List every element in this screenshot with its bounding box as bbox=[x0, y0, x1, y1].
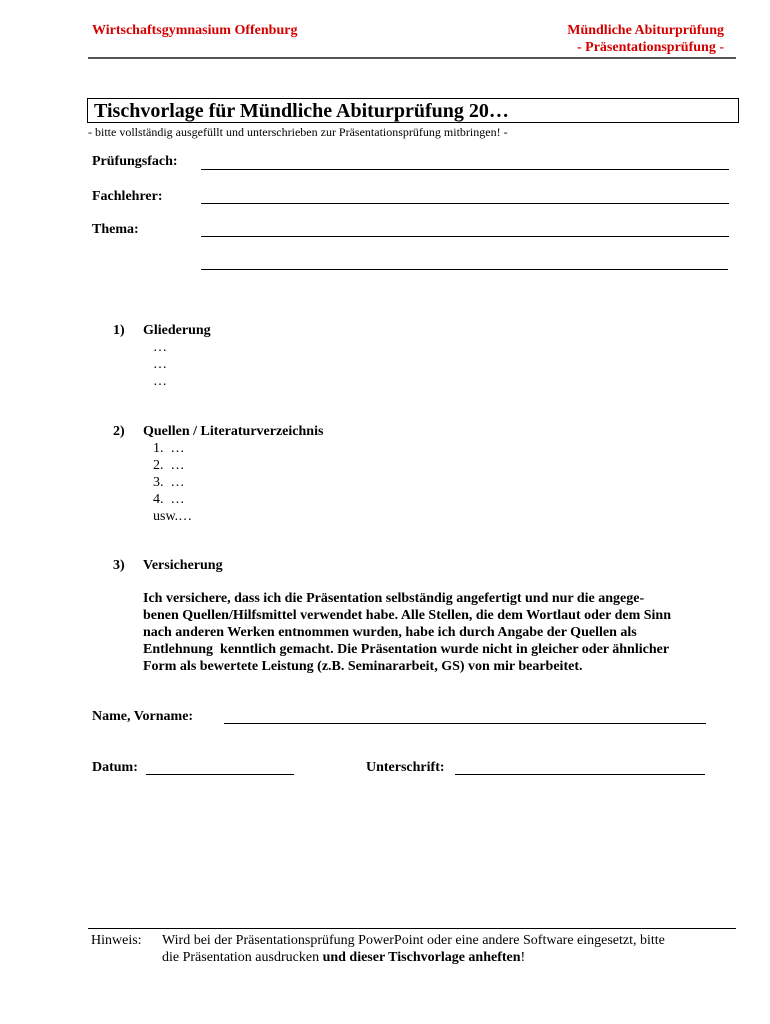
footer-divider bbox=[88, 928, 736, 929]
footer-line2-bold: und dieser Tischvorlage anheften bbox=[322, 950, 521, 965]
exam-title-line1: Mündliche Abiturprüfung bbox=[567, 23, 724, 38]
footer-line2 bbox=[162, 950, 525, 966]
declaration-text bbox=[143, 590, 743, 675]
title-box bbox=[87, 98, 739, 123]
topic-line-2[interactable] bbox=[201, 269, 728, 270]
outline-item: … bbox=[153, 374, 167, 389]
declaration-line: benen Quellen/Hilfsmittel verwendet habe. Alle Stellen, die dem Wortlaut oder dem Sinn bbox=[143, 608, 671, 623]
source-item: 1. … bbox=[153, 441, 185, 456]
teacher-label: Fachlehrer: bbox=[92, 189, 163, 204]
signature-line[interactable] bbox=[455, 774, 705, 775]
source-item: 3. … bbox=[153, 475, 185, 490]
footer-line2-end: ! bbox=[520, 950, 526, 965]
school-name: Wirtschaftsgymnasium Offenburg bbox=[92, 23, 298, 38]
header-divider bbox=[88, 57, 736, 59]
section2-heading: Quellen / Literaturverzeichnis bbox=[143, 424, 324, 439]
section2-number: 2) bbox=[113, 424, 125, 439]
date-label: Datum: bbox=[92, 760, 138, 775]
name-label: Name, Vorname: bbox=[92, 709, 194, 724]
section1-heading: Gliederung bbox=[143, 323, 211, 338]
name-line[interactable] bbox=[224, 723, 706, 724]
footer-line1: Wird bei der Präsentationsprüfung PowerPoint oder eine andere Software eingesetzt, bitte bbox=[162, 933, 665, 948]
declaration-line: Ich versichere, dass ich die Präsentation selbständig angefertigt und nur die angege- bbox=[143, 591, 645, 606]
topic-label: Thema: bbox=[92, 222, 139, 237]
source-item: 4. … bbox=[153, 492, 185, 507]
page-title: Tischvorlage für Mündliche Abiturprüfung 20… bbox=[94, 100, 509, 122]
section3-number: 3) bbox=[113, 558, 125, 573]
declaration-line: nach anderen Werken entnommen wurden, habe ich durch Angabe der Quellen als bbox=[143, 625, 637, 640]
outline-item: … bbox=[153, 357, 167, 372]
declaration-line: Entlehnung kenntlich gemacht. Die Präsentation wurde nicht in gleicher oder ähnlicher bbox=[143, 642, 670, 657]
outline-item: … bbox=[153, 340, 167, 355]
signature-label: Unterschrift: bbox=[366, 760, 445, 775]
exam-title-line2: - Präsentationsprüfung - bbox=[576, 40, 724, 55]
teacher-line[interactable] bbox=[201, 203, 729, 204]
declaration-line: Form als bewertete Leistung (z.B. Seminararbeit, GS) von mir bearbeitet. bbox=[143, 659, 583, 674]
subject-line[interactable] bbox=[201, 169, 729, 170]
footer-label: Hinweis: bbox=[91, 933, 142, 948]
source-item: 2. … bbox=[153, 458, 185, 473]
subject-label: Prüfungsfach: bbox=[92, 154, 178, 169]
source-item: usw.… bbox=[153, 509, 193, 524]
page-subtitle: - bitte vollständig ausgefüllt und unterschrieben zur Präsentationsprüfung mitbringen! - bbox=[88, 125, 508, 139]
section1-number: 1) bbox=[113, 323, 125, 338]
topic-line-1[interactable] bbox=[201, 236, 729, 237]
section3-heading: Versicherung bbox=[143, 558, 223, 573]
date-line[interactable] bbox=[146, 774, 294, 775]
footer-line2-plain: die Präsentation ausdrucken bbox=[162, 950, 323, 965]
